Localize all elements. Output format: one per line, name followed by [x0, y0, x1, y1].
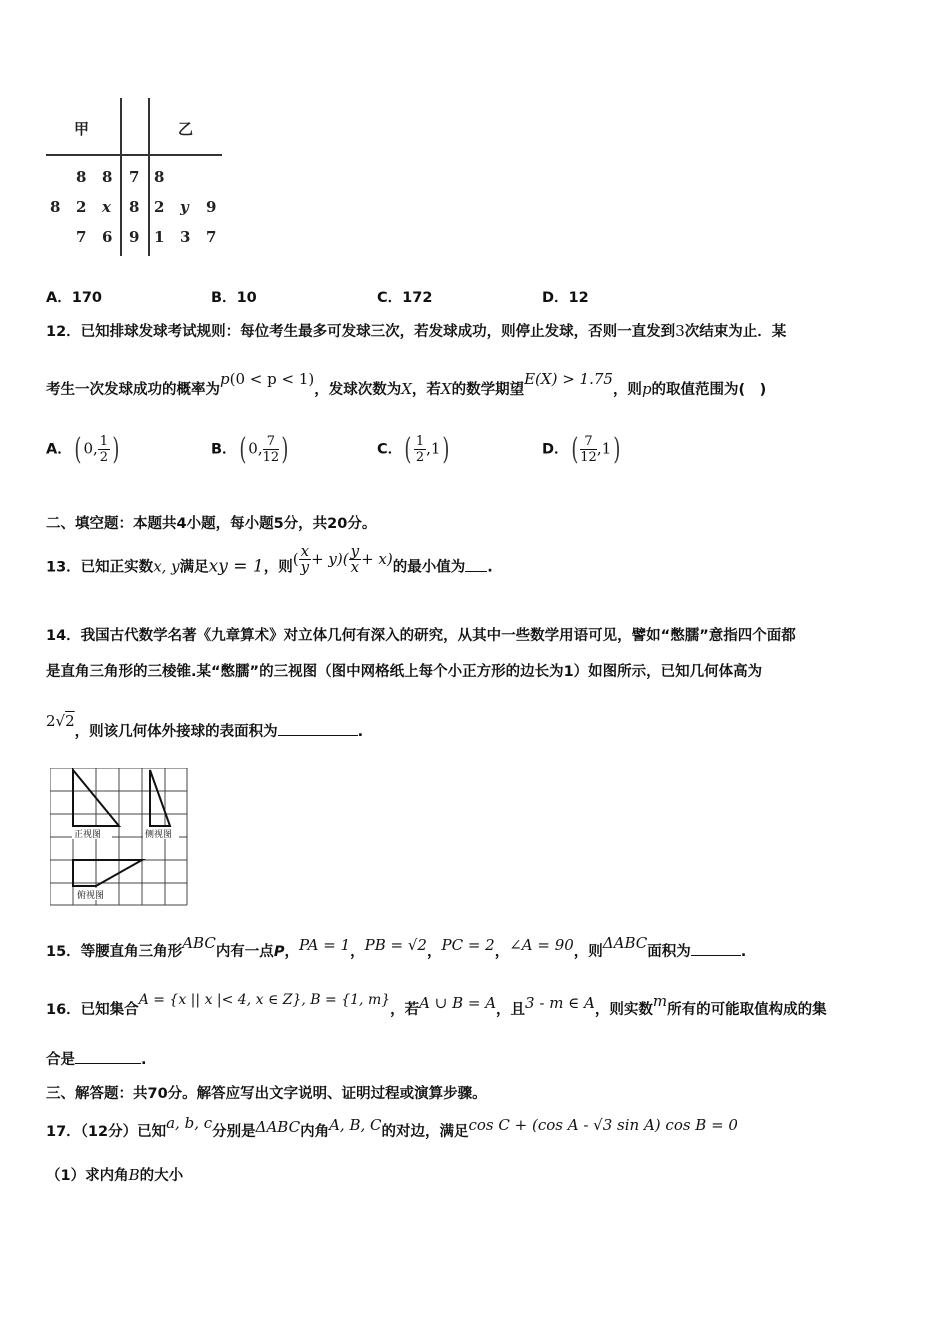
table-hline: [46, 154, 222, 156]
answer-blank[interactable]: [75, 1049, 141, 1064]
fraction: $\frac{7}{12}$: [262, 434, 280, 465]
answer-blank[interactable]: [278, 721, 358, 736]
q12-option-d[interactable]: D．( $\frac{7}{12}$ ,1): [542, 432, 621, 467]
leaf: 1: [154, 228, 165, 246]
q17-sub1: （1）求内角B的大小: [46, 1166, 184, 1184]
section-3-heading: 三、解答题：共70分。解答应写出文字说明、证明过程或演算步骤。: [46, 1086, 487, 1102]
leaf: 3: [180, 228, 191, 246]
section-2-heading: 二、填空题：本题共4小题，每小题5分，共20分。: [46, 516, 377, 532]
leaf: 2: [76, 198, 87, 216]
right-header: 乙: [178, 120, 194, 138]
table-vline-right: [148, 98, 150, 256]
q11-option-a[interactable]: A．170: [46, 290, 103, 306]
q13-line: 13．已知正实数x, y满足xy = 1，则( $\frac{x}{y}$ + y)( $\frac{y}{x}$ + x)的最小值为 .: [46, 542, 493, 577]
answer-blank[interactable]: [691, 941, 741, 956]
leaf: 2: [154, 198, 165, 216]
leaf: 8: [50, 198, 61, 216]
q17-line: 17．（12分）已知a, b, c分别是ΔABC内角A, B, C的对边，满足cos C + (cos A - √3 sin A) cos B = 0: [46, 1114, 738, 1140]
leaf: 7: [76, 228, 87, 246]
three-view-figure: [50, 768, 188, 906]
q11-option-c[interactable]: C．172: [377, 290, 433, 306]
q12-option-a[interactable]: A．( 0, $\frac{1}{2}$ ): [46, 432, 120, 467]
q12-line2: 考生一次发球成功的概率为p(0 < p < 1)，发球次数为X，若X的数学期望E(X) > 1.75，则p的取值范围为( ): [46, 370, 767, 398]
table-vline-left: [120, 98, 122, 256]
answer-blank[interactable]: [465, 557, 487, 572]
stem-leaf-table: [40, 98, 230, 258]
q11-option-b[interactable]: B．10: [211, 290, 257, 306]
fraction: $\frac{7}{12}$: [580, 434, 597, 465]
q14-line1: 14．我国古代数学名著《九章算术》对立体几何有深入的研究，从其中一些数学用语可见，譬如“憋臑”意指四个面都: [46, 628, 796, 644]
q14-line2: 是直角三角形的三棱锥.某“憋臑”的三视图（图中网格纸上每个小正方形的边长为1）如图所示，已知几何体高为: [46, 664, 763, 680]
q12-option-b[interactable]: B．( 0, $\frac{7}{12}$ ): [211, 432, 289, 467]
side-view-label: 侧视图: [145, 830, 173, 840]
leaf: 8: [76, 168, 87, 186]
stem: 7: [129, 168, 140, 186]
q12-option-c[interactable]: C．( $\frac{1}{2}$ ,1): [377, 432, 450, 467]
leaf: x: [102, 198, 111, 216]
fraction: $\frac{x}{y}$: [300, 542, 310, 576]
left-header: 甲: [74, 120, 90, 138]
q14-line3: 2√2，则该几何体外接球的表面积为 .: [46, 712, 364, 740]
q11-option-d[interactable]: D．12: [542, 290, 589, 306]
stem: 8: [129, 198, 140, 216]
leaf: 8: [154, 168, 165, 186]
leaf: 7: [206, 228, 217, 246]
fraction: $\frac{1}{2}$: [99, 434, 109, 465]
leaf: y: [180, 198, 189, 216]
q16-line1: 16．已知集合A = {x || x |< 4, x ∈ Z}, B = {1, m}，若A ∪ B = A，且3 - m ∈ A，则实数m所有的可能取值构成的集: [46, 992, 827, 1018]
q15-line: 15．等腰直角三角形ABC内有一点P，PA = 1，PB = √2，PC = 2，∠A = 90，则ΔABC面积为 .: [46, 934, 747, 960]
top-view-label: 俯视图: [77, 891, 105, 901]
fraction: $\frac{1}{2}$: [415, 434, 425, 465]
fraction: $\frac{y}{x}$: [350, 542, 360, 576]
stem: 9: [129, 228, 140, 246]
leaf: 6: [102, 228, 113, 246]
front-view-label: 正视图: [74, 830, 102, 840]
q12-line1: 12．已知排球发球考试规则：每位考生最多可发球三次，若发球成功，则停止发球，否则一直发到3次结束为止．某: [46, 322, 787, 340]
leaf: 8: [102, 168, 113, 186]
leaf: 9: [206, 198, 217, 216]
q16-line2: 合是 .: [46, 1048, 147, 1069]
